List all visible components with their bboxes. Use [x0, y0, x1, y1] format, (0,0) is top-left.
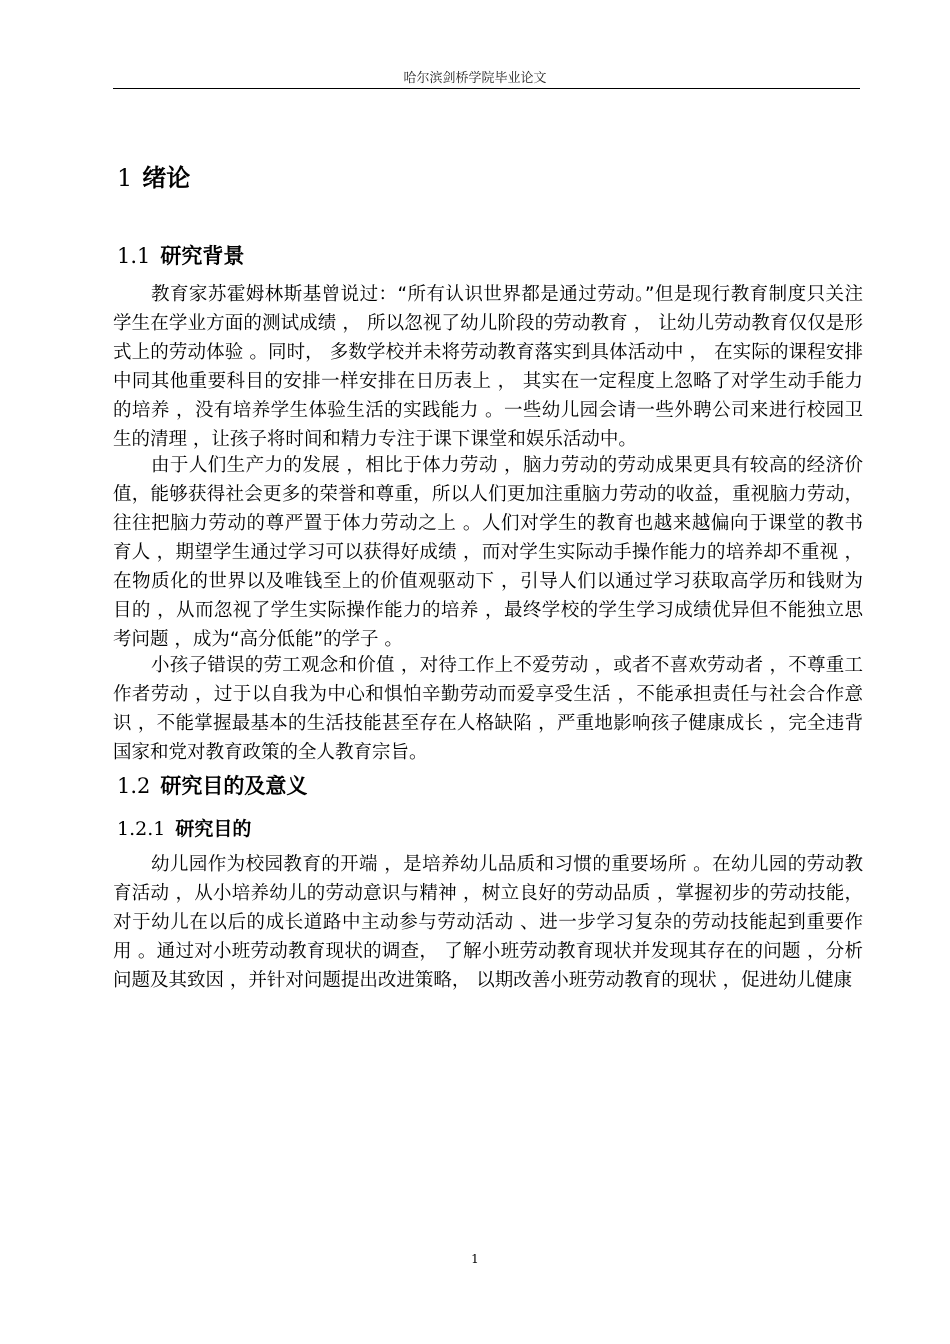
- subsection-number: 1.2.1: [117, 818, 166, 840]
- paragraph-background-3: 小孩子错误的劳工观念和价值 ，对待工作上不爱劳动 ，或者不喜欢劳动者 ，不尊重工 作者劳动 ，过于以自我为中心和惧怕辛勤劳动而爱享受生活 ，不能承担责任与社会合作意 识 ，不能掌握最基本的生活技能甚至存在人格缺陷 ，严重地影响孩子健康成长 ，完全违背 国家和党对教育政策的全人教育宗旨。: [113, 655, 863, 763]
- paragraph-background-2: 由于人们生产力的发展 ，相比于体力劳动 ，脑力劳动的劳动成果更具有较高的经济价 值，能够获得社会更多的荣誉和尊重，所以人们更加注重脑力劳动的收益，重视脑力劳动， 往往把脑力劳动的尊严置于体力劳动之上 。人们对学生的教育也越来越偏向于课堂的教书 育人 ，期望学生通过学习可以获得好成绩 ，而对学生实际动手操作能力的培养却不重视 ， 在物质化的世界以及唯钱至上的价值观驱动下 ，引导人们以通过学习获取高学历和钱财为 目的 ，从而忽视了学生实际操作能力的培养 ，最终学校的学生学习成绩优异但不能独立思 考问题 ，成为“高分低能”的学子 。: [113, 455, 863, 650]
- section-title: 研究目的及意义: [160, 774, 308, 798]
- page-number: 1: [471, 1252, 479, 1266]
- chapter-heading: [117, 158, 190, 193]
- header-divider: [113, 88, 860, 89]
- subsection-title: 研究目的: [175, 818, 252, 840]
- chapter-number: 1: [117, 164, 133, 192]
- section-number: 1.1: [117, 244, 151, 268]
- chapter-title: 绪论: [142, 164, 191, 192]
- subsection-heading-1-2-1: [117, 814, 251, 841]
- paragraph-background-1: 教育家苏霍姆林斯基曾说过：“所有认识世界都是通过劳动。”但是现行教育制度只关注 学生在学业方面的测试成绩 ， 所以忽视了幼儿阶段的劳动教育 ， 让幼儿劳动教育仅仅是形 式上的劳动体验 。同时， 多数学校并未将劳动教育落实到具体活动中 ， 在实际的课程安排 中同其他重要科目的安排一样安排在日历表上 ， 其实在一定程度上忽略了对学生动手能力 的培养 ，没有培养学生体验生活的实践能力 。一些幼儿园会请一些外聘公司来进行校园卫 生的清理 ，让孩子将时间和精力专注于课下课堂和娱乐活动中。: [113, 284, 863, 450]
- paragraph-purpose-1: 幼儿园作为校园教育的开端 ，是培养幼儿品质和习惯的重要场所 。在幼儿园的劳动教 育活动 ，从小培养幼儿的劳动意识与精神 ，树立良好的劳动品质 ，掌握初步的劳动技能， 对于幼儿在以后的成长道路中主动参与劳动活动 、进一步学习复杂的劳动技能起到重要作 用 。通过对小班劳动教育现状的调查， 了解小班劳动教育现状并发现其存在的问题 ，分析 问题及其致因 ，并针对问题提出改进策略， 以期改善小班劳动教育的现状 ，促进幼儿健康: [113, 854, 863, 991]
- section-title: 研究背景: [160, 244, 245, 268]
- section-heading-1-2: [117, 770, 307, 800]
- section-number: 1.2: [117, 774, 151, 798]
- running-header: 哈尔滨剑桥学院毕业论文: [403, 71, 547, 86]
- section-heading-1-1: [117, 240, 244, 270]
